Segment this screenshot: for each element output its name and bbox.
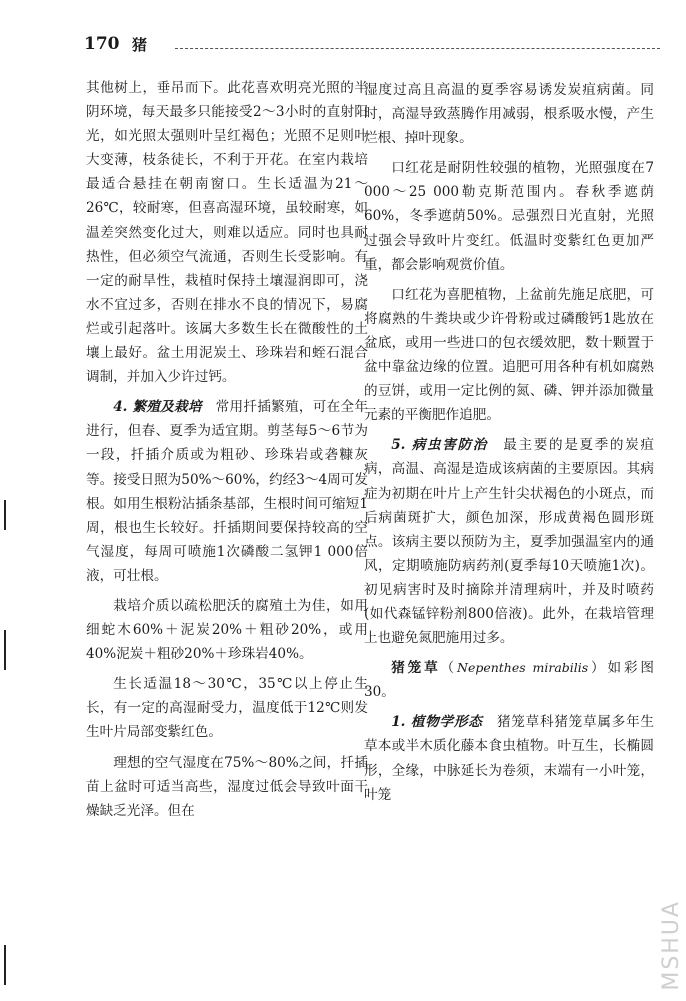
plant-latin-name: Nepenthes mirabilis	[457, 660, 589, 676]
paragraph-morphology	[364, 710, 654, 806]
paragraph: 口红花为喜肥植物，上盆前先施足底肥，可将腐熟的牛粪块或少许骨粉或过磷酸钙1匙放在盆底，或用一些进口的包衣缓效肥，数十颗置于盆中靠盆边缘的位置。追肥可用各种有机如腐熟的豆饼，或用一定比例的氮、磷、钾并添加微量元素的平衡肥作追肥。	[364, 286, 654, 424]
page-header	[70, 34, 660, 56]
paragraph-text: 最主要的是夏季的炭疽病，高温、高湿是造成该病菌的主要原因。其病症为初期在叶片上产生针尖状褐色的小斑点，而后病菌斑扩大，颜色加深，形成黄褐色圆形斑点。该病主要以预防为主，夏季加强温室内的通风，定期喷施防病药剂(夏季每10天喷施1次)。初见病害时及时摘除并清理病叶，并及时喷药(如代森锰锌粉剂800倍液)。此外，在栽培管理上也避免氮肥施用过多。	[364, 437, 655, 647]
paragraph-text: 常用扦插繁殖，可在全年进行，但春、夏季为适宜期。剪茎每5～6节为一段，扦插介质或为粗砂、珍珠岩或砻糠灰等。接受日照为50%～60%，约经3～4周可发根。如用生根粉沾插条基部，生根时间可缩短1周，根也生长较好。扦插期间要保持较高的空气湿度，每周可喷施1次磷酸二氢钾1 000倍液，可壮根。	[86, 399, 368, 584]
left-column	[86, 76, 368, 829]
plant-entry: 猪笼草（Nepenthes mirabilis）如彩图30。	[364, 660, 655, 701]
section-heading: 5. 病虫害防治	[391, 437, 488, 454]
paragraph-text: 猪笼草科猪笼草属多年生草本或半木质化藤本食虫植物。叶互生，长椭圆形，全缘，中脉延长为卷须，末端有一小叶笼，叶笼	[364, 714, 655, 803]
header-rule	[175, 48, 660, 49]
plant-name: 猪笼草	[391, 660, 441, 677]
scan-edge-mark-lower	[4, 630, 6, 670]
paragraph: 湿度过高且高温的夏季容易诱发炭疽病菌。同时，高湿导致蒸腾作用减弱，根系吸水慢，产生烂根、掉叶现象。	[364, 82, 654, 147]
paragraph-propagation	[86, 395, 368, 588]
section-heading: 1. 植物学形态	[391, 714, 483, 731]
paragraph: 口红花是耐阴性较强的植物，光照强度在7 000～25 000勒克斯范围内。春秋季遮荫60%，冬季遮荫50%。忌强烈日光直射，光照过强会导致叶片变红。低温时变紫红色更加严重，都会影响观赏价值。	[364, 160, 654, 273]
right-column	[364, 78, 654, 813]
section-heading: 4. 繁殖及栽培	[113, 399, 202, 416]
paragraph: 理想的空气湿度在75%～80%之间，扦插苗上盆时可适当高些，湿度过低会导致叶面干燥缺乏光泽。但在	[86, 754, 368, 819]
plant-figure-ref: 如彩图30。	[364, 660, 655, 701]
paragraph: 其他树上，垂吊而下。此花喜欢明亮光照的半阴环境，每天最多只能接受2～3小时的直射阳光，如光照太强则叶呈红褐色；光照不足则叶大变薄，枝条徒长，不利于开花。在室内栽培最适合悬挂在朝南窗口。生长适温为21～26℃，较耐寒，但喜高湿环境，虽较耐寒，如温差突然变化过大，则难以适应。同时也具耐热性，但必须空气流通，否则生长受影响。有一定的耐旱性，栽植时保持土壤湿润即可，浇水不宜过多，否则在排水不良的情况下，易腐烂或引起落叶。该属大多数生长在微酸性的土壤上最好。盆土用泥炭土、珍珠岩和蛭石混合调制，并加入少许过钙。	[86, 80, 368, 386]
watermark: MSHUA	[659, 900, 684, 991]
page-number: 170	[84, 34, 120, 54]
paragraph: 栽培介质以疏松肥沃的腐殖土为佳，如用细蛇木60%＋泥炭20%＋粗砂20%，或用40%泥炭＋粗砂20%＋珍珠岩40%。	[86, 597, 368, 663]
scan-edge-mark-upper	[4, 500, 6, 530]
paragraph: 生长适温18～30℃，35℃以上停止生长，有一定的高湿耐受力，温度低于12℃则发生叶片局部变紫红色。	[86, 676, 368, 741]
scan-edge-mark-bottom	[4, 945, 6, 985]
paragraph-pests	[364, 433, 654, 650]
running-title: 猪	[132, 36, 148, 54]
